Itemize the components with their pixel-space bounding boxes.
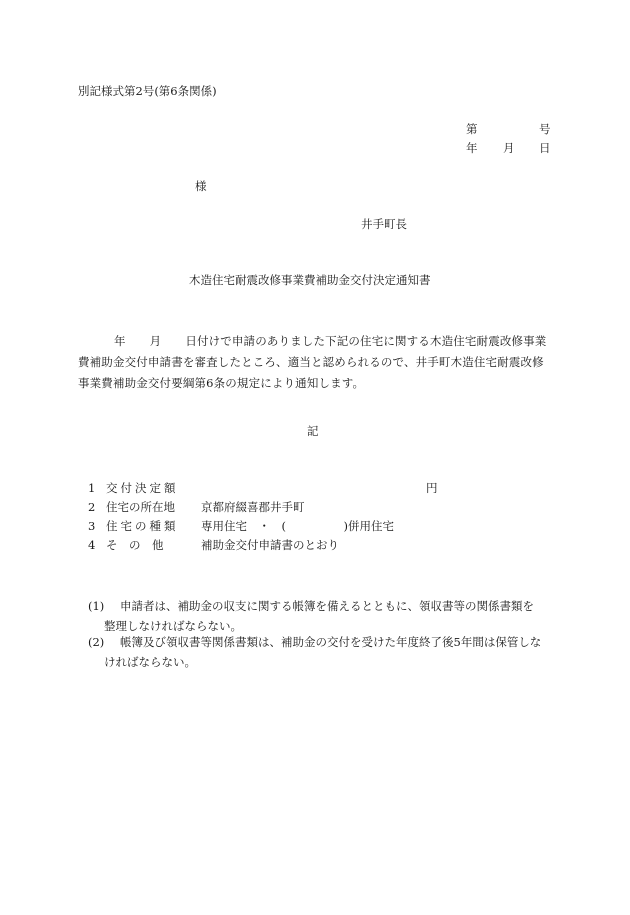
item-number: 2 (88, 500, 96, 514)
item-number: 1 (88, 481, 96, 495)
body-year: 年 (114, 334, 126, 348)
item-label: そ の 他 (106, 538, 164, 552)
item-label: 住宅の種類 (106, 519, 179, 533)
item-number: 4 (88, 538, 96, 552)
document-title: 木造住宅耐震改修事業費補助金交付決定通知書 (189, 273, 431, 287)
item-value: 専用住宅 ・ ( )併用住宅 (201, 519, 394, 533)
body-month: 月 (149, 334, 162, 348)
body-line-1-rest: 日付けで申請のありました下記の住宅に関する木造住宅耐震改修事業 (185, 334, 547, 348)
body-line-2: 費補助金交付申請書を審査したところ、適当と認められるので、井手町木造住宅耐震改修 (78, 355, 544, 369)
form-label: 別記様式第2号(第6条関係) (78, 84, 217, 98)
note-mark: (1) (88, 599, 105, 613)
body-line-3: 事業費補助金交付要綱第6条の規定により通知します。 (78, 376, 365, 390)
note-text: 申請者は、補助金の収支に関する帳簿を備えるとともに、領収書等の関係書類を (120, 599, 534, 613)
yen-unit: 円 (426, 481, 438, 495)
body-paragraph (78, 331, 558, 394)
issuer: 井手町長 (361, 217, 407, 231)
recipient-suffix: 様 (195, 179, 207, 193)
note-continuation: 整理しなければならない。 (104, 619, 242, 633)
note-mark: (2) (88, 635, 105, 649)
item-label: 交付決定額 (106, 481, 179, 495)
document-number-go: 号 (539, 122, 551, 136)
ki-heading: 記 (307, 424, 319, 438)
item-value: 補助金交付申請書のとおり (201, 538, 339, 552)
item-number: 3 (88, 519, 96, 533)
date-day: 日 (539, 141, 551, 155)
date-year: 年 (466, 141, 478, 155)
item-label: 住宅の所在地 (106, 500, 175, 514)
document-number-dai: 第 (466, 122, 478, 136)
note-continuation: ければならない。 (104, 655, 196, 669)
note-text: 帳簿及び領収書等関係書類は、補助金の交付を受けた年度終了後5年間は保管しな (120, 635, 542, 649)
body-line-1 (78, 331, 558, 352)
date-month: 月 (503, 141, 515, 155)
item-value: 京都府綴喜郡井手町 (201, 500, 305, 514)
